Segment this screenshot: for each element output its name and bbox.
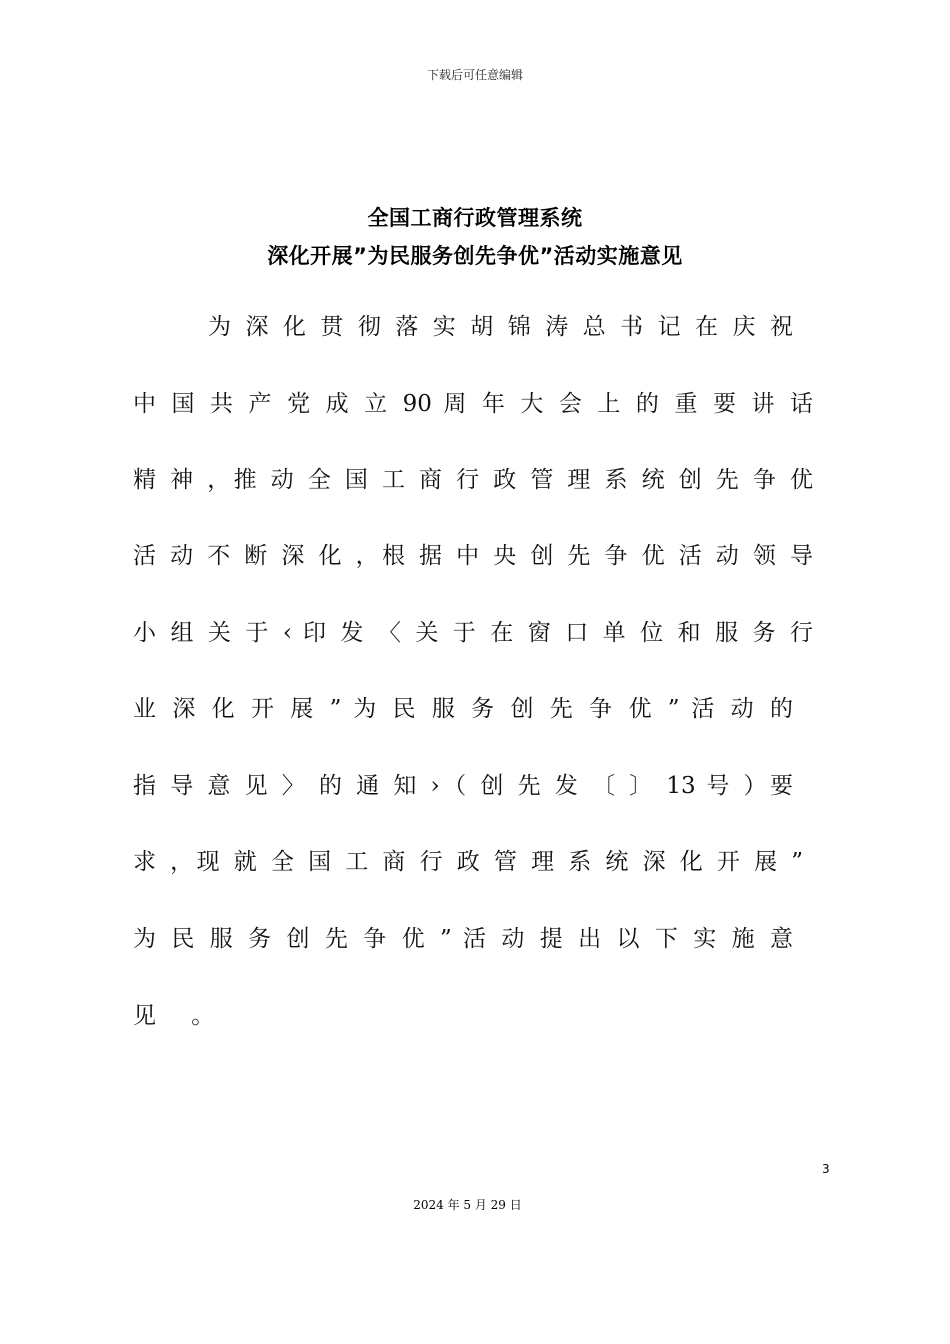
document-title-line-1: 全国工商行政管理系统 — [367, 206, 583, 230]
body-line-10: 见 。 — [133, 1003, 229, 1029]
body-line-1: 为 深 化 贯 彻 落 实 胡 锦 涛 总 书 记 在 庆 祝 — [208, 314, 793, 340]
header-note: 下载后可任意编辑 — [426, 68, 523, 82]
body-line-6: 业 深 化 开 展 ” 为 民 服 务 创 先 争 优 ” 活 动 的 — [133, 696, 793, 722]
body-line-4: 活 动 不 断 深 化 ，根 据 中 央 创 先 争 优 活 动 领 导 — [133, 543, 813, 569]
body-line-9: 为 民 服 务 创 先 争 优 ” 活 动 提 出 以 下 实 施 意 — [133, 926, 793, 952]
body-line-3: 精 神 ，推 动 全 国 工 商 行 政 管 理 系 统 创 先 争 优 — [133, 467, 813, 493]
document-title-line-2: 深化开展”为民服务创先争优”活动实施意见 — [267, 244, 683, 268]
body-line-5: 小 组 关 于 ‹ 印 发 〈 关 于 在 窗 口 单 位 和 服 务 行 — [133, 620, 813, 646]
body-line-8: 求 ，现 就 全 国 工 商 行 政 管 理 系 统 深 化 开 展 ” — [133, 849, 803, 875]
page-number: 3 — [822, 1162, 830, 1176]
body-line-2: 中 国 共 产 党 成 立 90 周 年 大 会 上 的 重 要 讲 话 — [133, 391, 813, 417]
body-line-7: 指 导 意 见 〉 的 通 知 ›（ 创 先 发 〔 〕 13 号 ）要 — [133, 773, 793, 799]
footer-date: 2024 年 5 月 29 日 — [413, 1198, 522, 1212]
